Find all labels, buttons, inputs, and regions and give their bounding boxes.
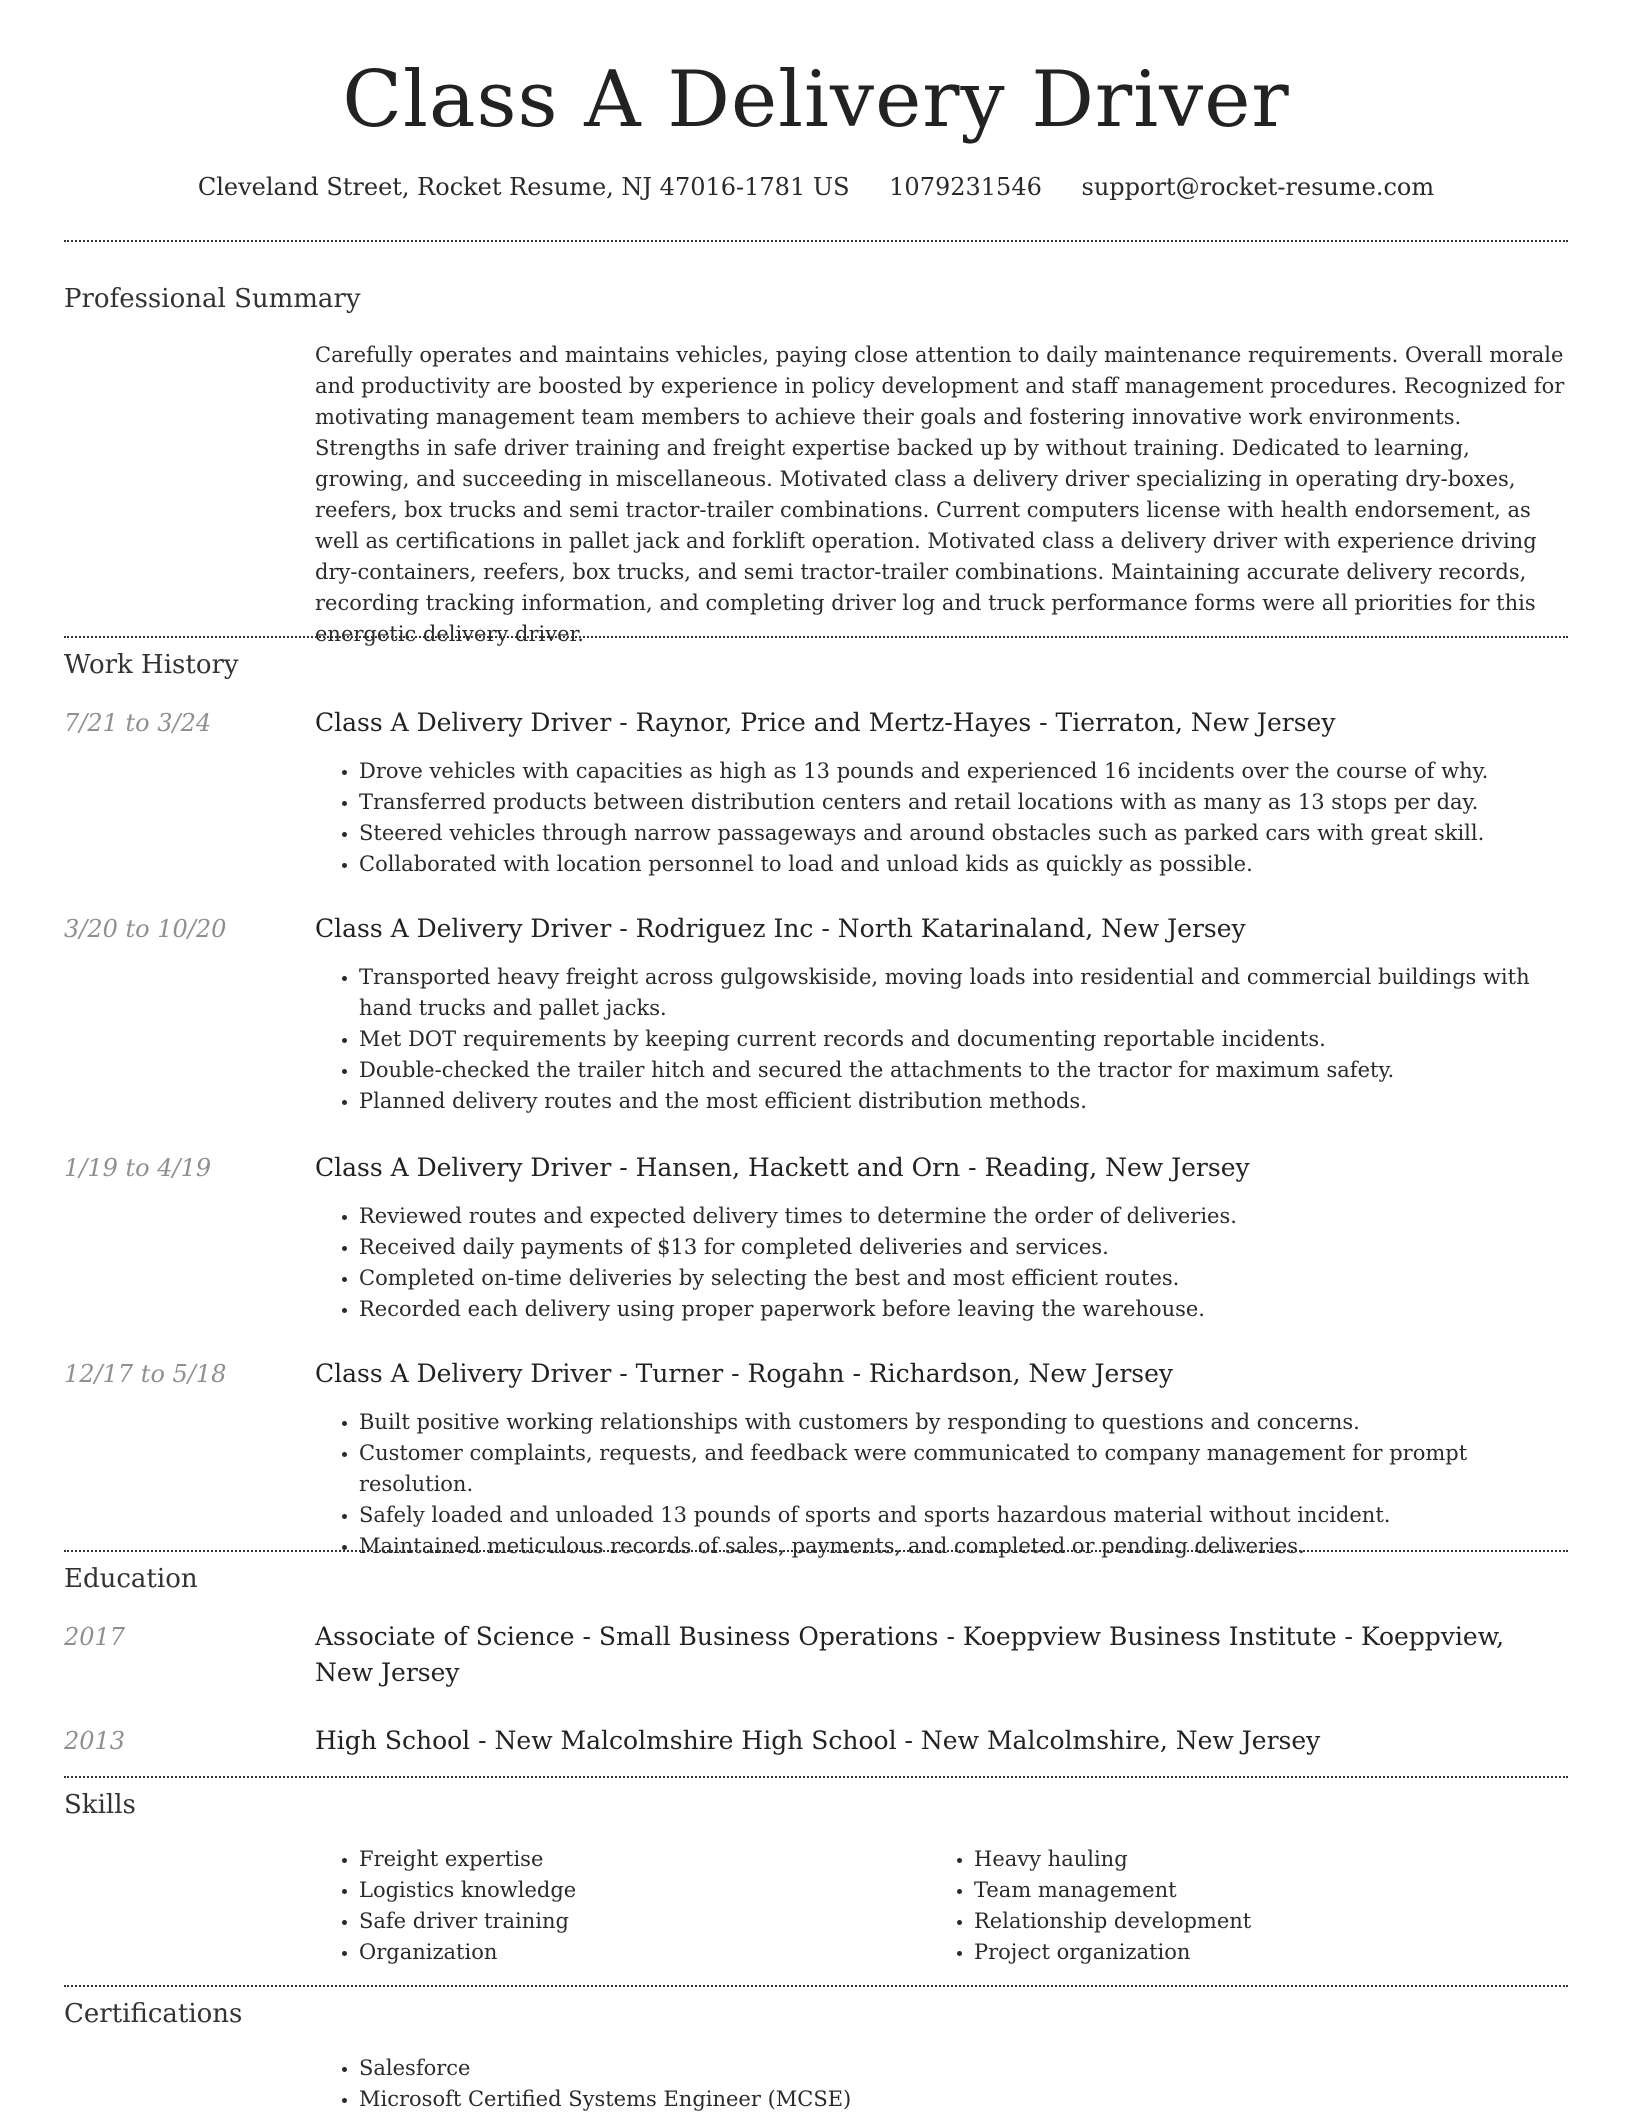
job-bullet: • Collaborated with location personnel to load and unload kids as quickly as possible. (359, 849, 1568, 880)
job-dates: 3/20 to 10/20 (64, 915, 227, 943)
section-title-skills: Skills (64, 1790, 136, 1820)
skill-item: • Logistics knowledge (359, 1875, 915, 1906)
job-bullet: • Double-checked the trailer hitch and secured the attachments to the tractor for maximum safety. (359, 1055, 1568, 1086)
job-bullet: • Met DOT requirements by keeping current records and documenting reportable incidents. (359, 1024, 1568, 1055)
skill-item: • Heavy hauling (974, 1844, 1530, 1875)
skill-item: • Organization (359, 1937, 915, 1968)
candidate-name: Class A Delivery Driver (342, 55, 1290, 145)
skills-list-right (930, 1844, 1530, 1968)
job-bullet: • Planned delivery routes and the most efficient distribution methods. (359, 1086, 1568, 1117)
section-divider (64, 1776, 1568, 1778)
skill-item: • Project organization (974, 1937, 1530, 1968)
job-bullet: • Received daily payments of $13 for completed deliveries and services. (359, 1232, 1568, 1263)
job-dates: 7/21 to 3/24 (64, 709, 212, 737)
certification-item: • Salesforce (359, 2053, 1568, 2084)
education-year: 2017 (64, 1623, 126, 1651)
summary-text: Carefully operates and maintains vehicles, paying close attention to daily maintenance requirements. Overall morale and productivity are boosted by experience in policy development and staff management procedures. Recognized for motivating management team members to achieve their goals and fostering innovative work environments. Strengths in safe driver training and freight expertise backed up by without training. Dedicated to learning, growing, and succeeding in miscellaneous. Motivated class a delivery driver specializing in operating dry-boxes, reefers, box trucks and semi tractor-trailer combinations. Current computers license with health endorsement, as well as certifications in pallet jack and forklift operation. Motivated class a delivery driver with experience driving dry-containers, reefers, box trucks, and semi tractor-trailer combinations. Maintaining accurate delivery records, recording tracking information, and completing driver log and truck performance forms were all priorities for this energetic delivery driver. (315, 343, 1565, 646)
job-bullet: • Recorded each delivery using proper paperwork before leaving the warehouse. (359, 1294, 1568, 1325)
contact-address: Cleveland Street, Rocket Resume, NJ 47016-1781 US (197, 173, 850, 201)
resume-header (0, 0, 1632, 204)
section-title-work-history: Work History (64, 650, 239, 680)
education-degree: High School (315, 1726, 471, 1755)
education-entry (315, 1723, 1568, 1759)
job-bullet: • Transferred products between distribution centers and retail locations with as many as 13 stops per day. (359, 787, 1568, 818)
job-bullet: • Drove vehicles with capacities as high as 13 pounds and experienced 16 incidents over the course of why. (359, 756, 1568, 787)
education-entry (315, 1619, 1568, 1691)
job-bullet: • Maintained meticulous records of sales, payments, and completed or pending deliveries. (359, 1531, 1568, 1562)
job-bullet: • Steered vehicles through narrow passageways and around obstacles such as parked cars with great skill. (359, 818, 1568, 849)
skill-item: • Safe driver training (359, 1906, 915, 1937)
education-year: 2013 (64, 1727, 126, 1755)
job-bullets (315, 756, 1568, 880)
skill-item: • Team management (974, 1875, 1530, 1906)
job-heading: Class A Delivery Driver - Hansen, Hackett and Orn - Reading, New Jersey (315, 1153, 1250, 1182)
job-bullet: • Customer complaints, requests, and feedback were communicated to company management for prompt resolution. (359, 1438, 1568, 1500)
job-bullets (315, 1407, 1568, 1562)
job-bullet: • Reviewed routes and expected delivery times to determine the order of deliveries. (359, 1201, 1568, 1232)
section-divider (64, 1550, 1568, 1552)
skill-item: • Freight expertise (359, 1844, 915, 1875)
job-dates: 12/17 to 5/18 (64, 1360, 227, 1388)
section-title-certifications: Certifications (64, 1999, 243, 2029)
section-divider (64, 240, 1568, 242)
education-degree: Associate of Science - Small Business Operations (315, 1622, 939, 1651)
job-heading: Class A Delivery Driver - Rodriguez Inc - North Katarinaland, New Jersey (315, 914, 1246, 943)
section-title-education: Education (64, 1564, 198, 1594)
skills-list-left (315, 1844, 915, 1968)
job-dates: 1/19 to 4/19 (64, 1154, 212, 1182)
job-bullets (315, 962, 1568, 1117)
section-divider (64, 1985, 1568, 1987)
education-school: - New Malcolmshire High School - New Malcolmshire, New Jersey (470, 1726, 1321, 1755)
certifications-list (315, 2053, 1568, 2115)
job-bullets (315, 1201, 1568, 1325)
education-school: - Koeppview Business Institute - Koeppview, New Jersey (315, 1622, 1505, 1687)
job-heading: Class A Delivery Driver - Raynor, Price and Mertz-Hayes - Tierraton, New Jersey (315, 708, 1336, 737)
job-bullet: • Built positive working relationships with customers by responding to questions and concerns. (359, 1407, 1568, 1438)
section-title-summary: Professional Summary (64, 284, 361, 314)
contact-phone: 1079231546 (889, 173, 1042, 201)
job-bullet: • Transported heavy freight across gulgowskiside, moving loads into residential and commercial buildings with hand trucks and pallet jacks. (359, 962, 1568, 1024)
contact-line (0, 170, 1632, 204)
section-divider (64, 636, 1568, 638)
job-bullet: • Completed on-time deliveries by selecting the best and most efficient routes. (359, 1263, 1568, 1294)
skill-item: • Relationship development (974, 1906, 1530, 1937)
job-bullet: • Safely loaded and unloaded 13 pounds of sports and sports hazardous material without incident. (359, 1500, 1568, 1531)
job-heading: Class A Delivery Driver - Turner - Rogahn - Richardson, New Jersey (315, 1359, 1174, 1388)
certification-item: • Microsoft Certified Systems Engineer (MCSE) (359, 2084, 1568, 2115)
contact-email: support@rocket-resume.com (1081, 173, 1435, 201)
